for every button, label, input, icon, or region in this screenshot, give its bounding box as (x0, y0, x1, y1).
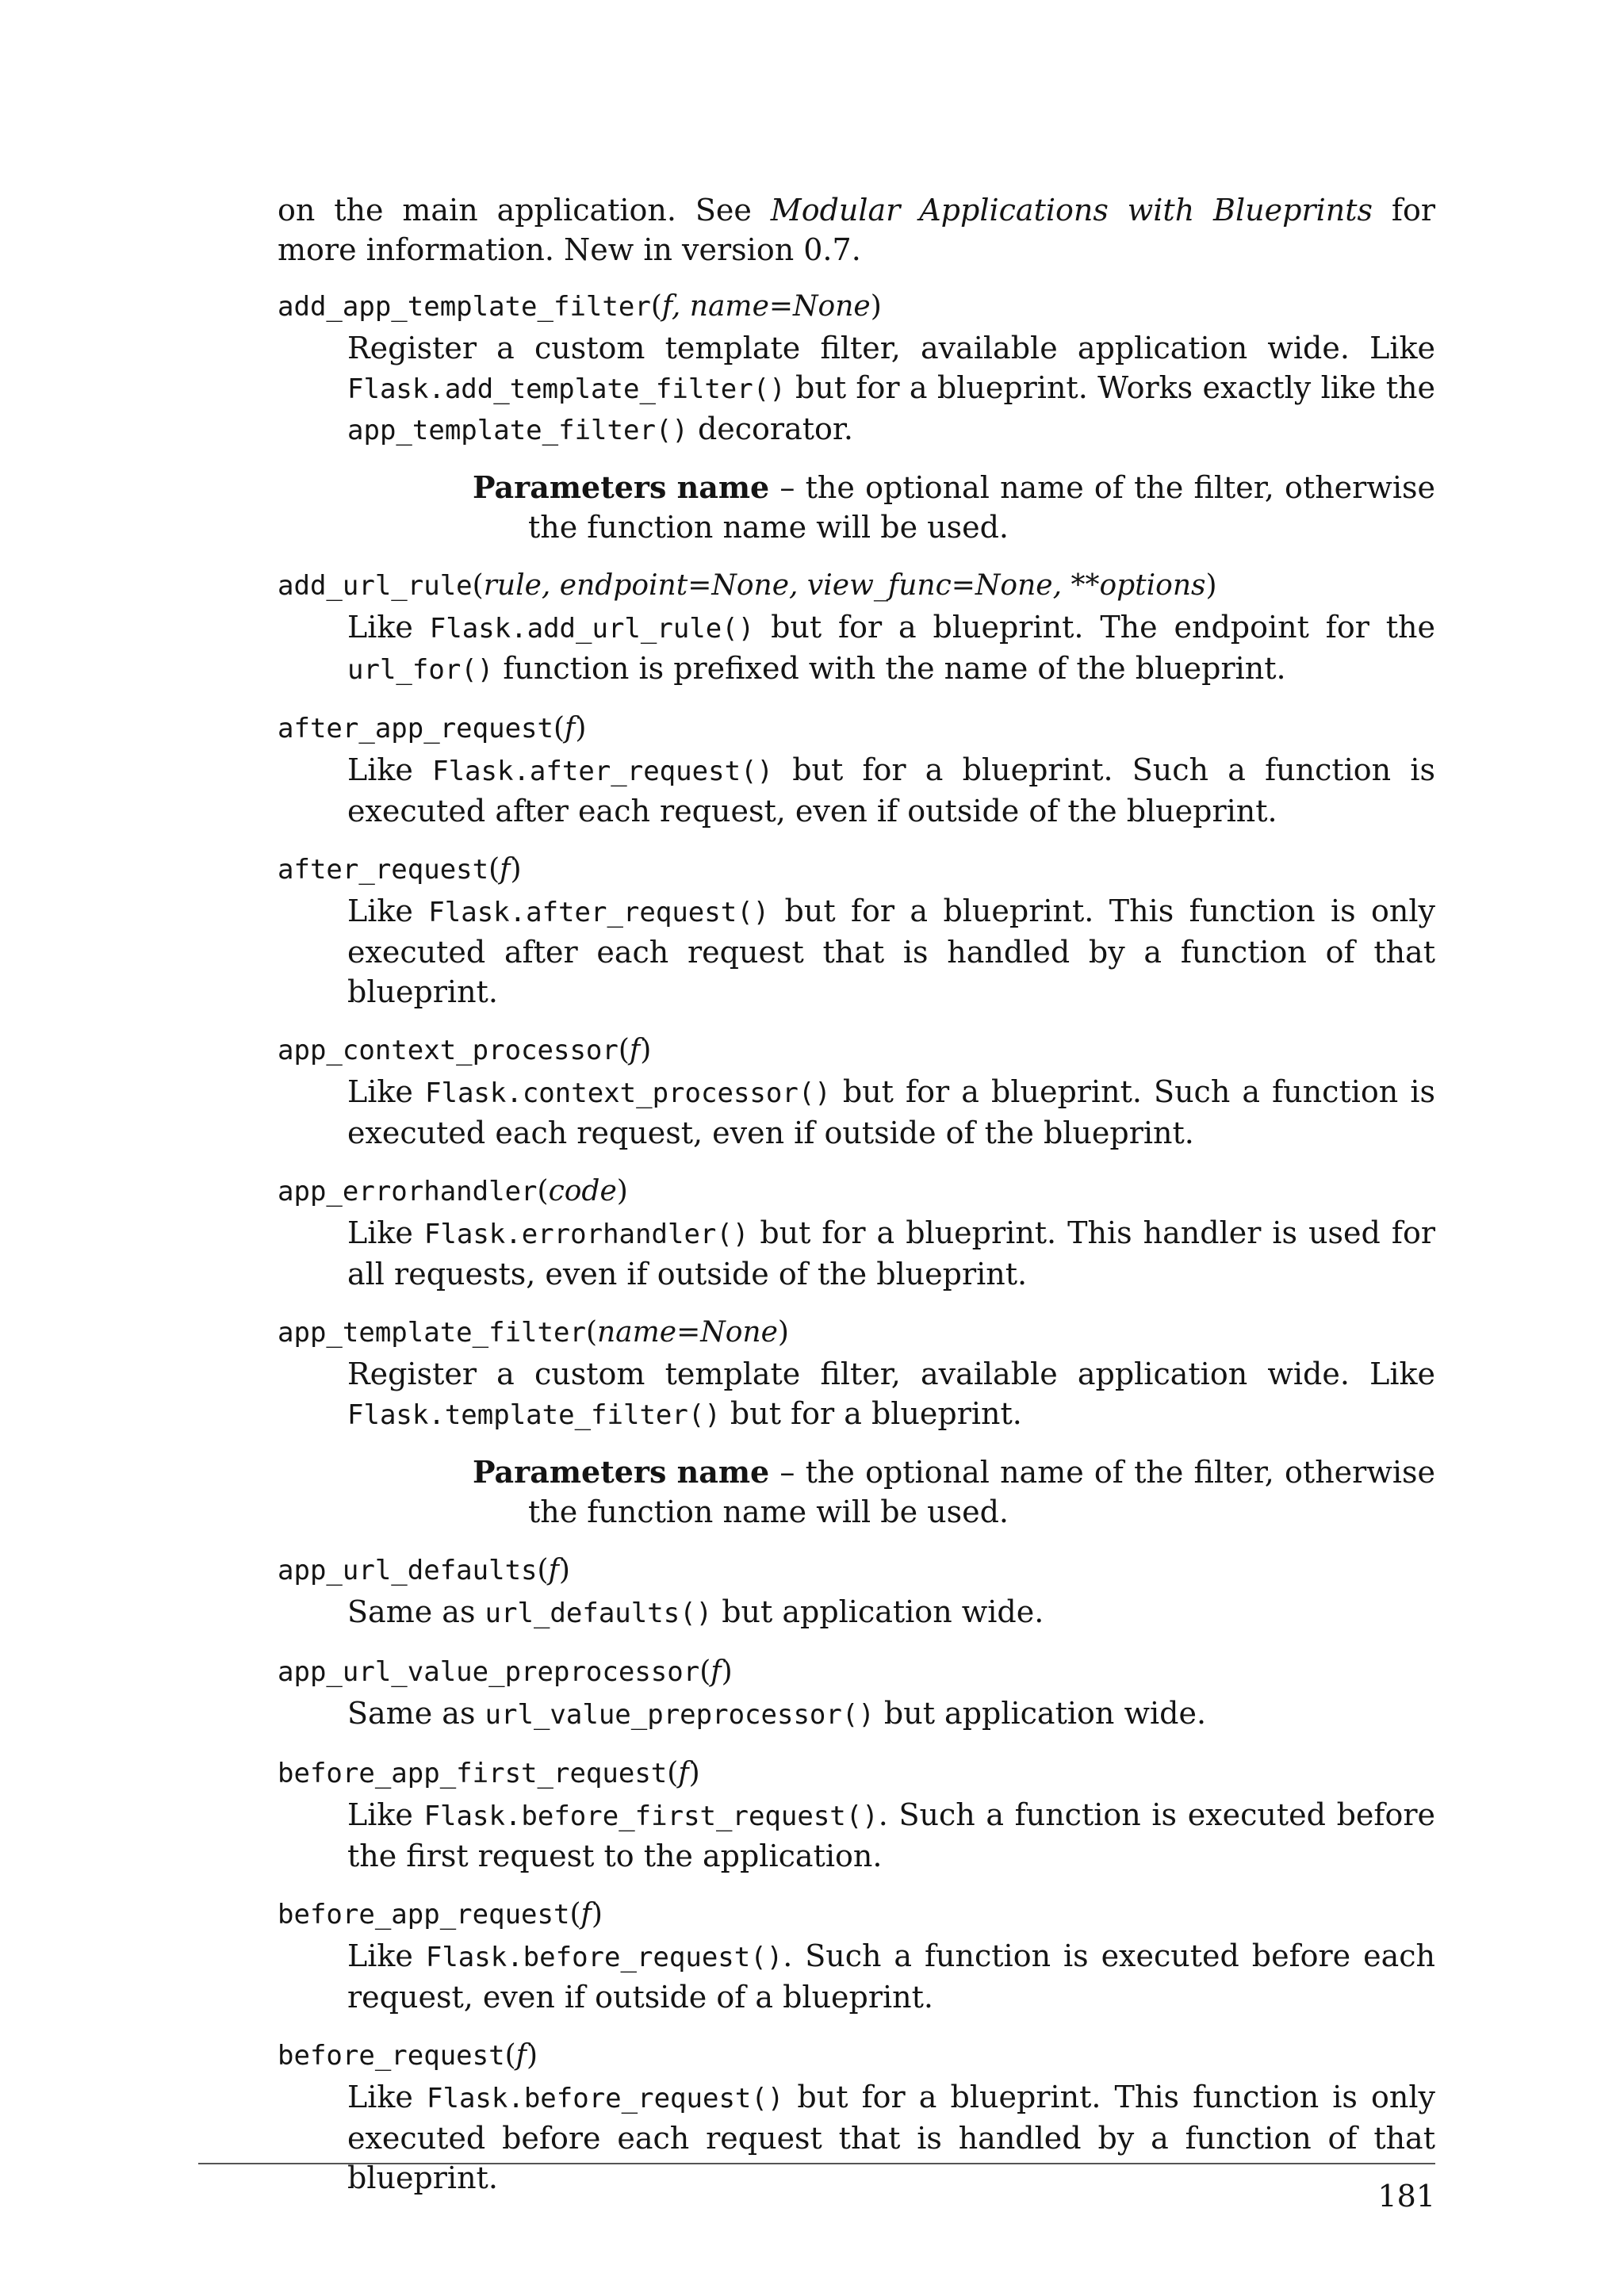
close-paren: ) (640, 1034, 652, 1066)
method-name[interactable]: app_errorhandler (278, 1176, 538, 1207)
description-text: but for a blueprint. This function is only executed before each request that is handled by a function of that blueprint. (347, 2080, 1435, 2195)
method-signature (278, 851, 1435, 888)
description-text: but for a blueprint. This function is only executed after each request that is handled by a function of that blueprint. (347, 894, 1436, 1009)
method-signature (278, 1032, 1435, 1069)
method-entry (278, 851, 1435, 1012)
description-text: Like (347, 2080, 427, 2114)
method-args: f (678, 1757, 689, 1789)
parameter-description: – the optional name of the filter, otherwise the function name will be used. (528, 470, 1435, 545)
method-signature (278, 568, 1435, 604)
method-signature (278, 2038, 1435, 2074)
open-paren: ( (472, 569, 484, 602)
intro-paragraph (278, 190, 1435, 270)
method-args: f (565, 712, 576, 744)
method-signature (278, 1654, 1435, 1690)
description-text: decorator. (688, 411, 853, 446)
parameter-description: – the optional name of the filter, otherwise the function name will be used. (528, 1455, 1435, 1529)
method-args: f (580, 1898, 592, 1931)
method-args: f (710, 1655, 722, 1688)
intro-text: on the main application. See (278, 193, 771, 228)
method-description (347, 2077, 1435, 2198)
method-entry (278, 2038, 1435, 2198)
open-paren: ( (488, 853, 500, 886)
close-paren: ) (870, 290, 882, 323)
open-paren: ( (585, 1316, 597, 1349)
method-args: f (629, 1034, 641, 1066)
description-text: Like (347, 1797, 424, 1832)
close-paren: ) (558, 1554, 570, 1586)
method-name[interactable]: before_app_first_request (278, 1758, 668, 1789)
method-args: f, name=None (661, 290, 871, 323)
description-text: Register a custom template filter, available application wide. Like (347, 331, 1435, 365)
method-name[interactable]: app_template_filter (278, 1317, 586, 1349)
method-description (347, 607, 1435, 690)
method-signature (278, 1552, 1435, 1589)
code-reference[interactable]: Flask.context_processor() (425, 1077, 831, 1109)
code-reference[interactable]: Flask.after_request() (428, 897, 770, 928)
description-text: . Such a function is executed before each request, even if outside of a blueprint. (347, 1938, 1435, 2015)
method-entry (278, 1032, 1435, 1153)
description-text: Like (347, 752, 433, 787)
close-paren: ) (688, 1757, 700, 1789)
description-text: Register a custom template filter, available application wide. Like (347, 1357, 1435, 1391)
close-paren: ) (777, 1316, 789, 1349)
code-reference[interactable]: Flask.add_template_filter() (347, 373, 786, 405)
method-name[interactable]: before_request (278, 2040, 505, 2072)
open-paren: ( (537, 1175, 549, 1207)
close-paren: ) (575, 712, 587, 744)
method-entry (278, 1755, 1435, 1876)
method-name[interactable]: app_url_value_preprocessor (278, 1656, 700, 1688)
method-description (347, 1354, 1435, 1532)
close-paren: ) (526, 2039, 538, 2072)
code-reference[interactable]: Flask.errorhandler() (423, 1219, 749, 1250)
close-paren: ) (591, 1898, 603, 1931)
method-signature (278, 1173, 1435, 1210)
method-args: rule, endpoint=None, view_func=None, **options (483, 569, 1206, 602)
description-text: Same as (347, 1696, 485, 1731)
open-paren: ( (504, 2039, 516, 2072)
code-reference[interactable]: Flask.after_request() (432, 756, 773, 787)
description-text: Like (347, 1074, 426, 1109)
method-entry (278, 1896, 1435, 2017)
method-entry (278, 1552, 1435, 1633)
open-paren: ( (667, 1757, 679, 1789)
open-paren: ( (650, 290, 662, 323)
code-reference[interactable]: Flask.before_request() (427, 2083, 784, 2114)
method-signature (278, 1896, 1435, 1933)
code-reference[interactable]: url_defaults() (485, 1598, 713, 1629)
method-name[interactable]: add_url_rule (278, 570, 473, 602)
method-signature (278, 1314, 1435, 1351)
description-text: but for a blueprint. Such a function is executed after each request, even if outside of the blueprint. (347, 752, 1435, 828)
description-text: function is prefixed with the name of the blueprint. (493, 651, 1286, 686)
description-text: . Such a function is executed before the first request to the application. (347, 1797, 1435, 1873)
code-reference[interactable]: Flask.before_request() (425, 1942, 783, 1973)
method-args: f (500, 853, 511, 886)
close-paren: ) (510, 853, 522, 886)
open-paren: ( (569, 1898, 581, 1931)
method-args: f (515, 2039, 527, 2072)
description-text: but for a blueprint. Works exactly like the (785, 370, 1435, 405)
description-text: Like (347, 1215, 424, 1250)
close-paren: ) (616, 1175, 628, 1207)
close-paren: ) (721, 1655, 733, 1688)
method-description (347, 1936, 1435, 2017)
code-reference[interactable]: url_value_preprocessor() (485, 1699, 875, 1731)
description-text: but application wide. (874, 1696, 1207, 1731)
method-description (347, 1213, 1435, 1294)
open-paren: ( (553, 712, 565, 744)
open-paren: ( (618, 1034, 630, 1066)
description-text: Like (347, 1938, 426, 1973)
method-entry (278, 1654, 1435, 1735)
page-number: 181 (1377, 2179, 1435, 2214)
parameters-block (473, 468, 1435, 547)
method-entry (278, 710, 1435, 831)
method-description (347, 1693, 1435, 1735)
method-entry (278, 1314, 1435, 1532)
intro-link[interactable]: Modular Applications with Blueprints (770, 193, 1373, 228)
code-reference[interactable]: url_for() (347, 654, 494, 686)
method-name[interactable]: app_url_defaults (278, 1555, 538, 1586)
code-reference[interactable]: Flask.before_first_request() (423, 1800, 879, 1832)
code-reference[interactable]: Flask.template_filter() (347, 1399, 721, 1431)
description-text: but for a blueprint. The endpoint for the (754, 610, 1435, 645)
close-paren: ) (1205, 569, 1217, 602)
method-list (278, 289, 1435, 2198)
method-description (347, 1592, 1435, 1633)
method-description (347, 750, 1435, 831)
method-description (347, 328, 1435, 547)
method-name[interactable]: add_app_template_filter (278, 291, 651, 323)
description-text: Like (347, 894, 429, 928)
method-description (347, 1072, 1435, 1153)
description-text: but application wide. (712, 1594, 1044, 1629)
method-name[interactable]: app_context_processor (278, 1035, 619, 1066)
method-name[interactable]: after_app_request (278, 713, 553, 744)
document-page (278, 190, 1435, 2218)
method-entry (278, 289, 1435, 547)
description-text: Same as (347, 1594, 485, 1629)
method-signature (278, 710, 1435, 747)
parameter-name: name (676, 469, 770, 505)
description-text: but for a blueprint. This handler is used for all requests, even if outside of the blueprint. (347, 1215, 1435, 1292)
intro-text-end: for more information. New in version 0.7. (278, 193, 1436, 267)
description-text: but for a blueprint. Such a function is executed each request, even if outside of the blueprint. (347, 1074, 1436, 1150)
method-name[interactable]: before_app_request (278, 1899, 570, 1931)
method-args: code (548, 1175, 617, 1207)
open-paren: ( (537, 1554, 549, 1586)
method-args: f (548, 1554, 559, 1586)
parameters-label: Parameters (473, 1454, 667, 1490)
description-text: Like (347, 610, 430, 645)
method-name[interactable]: after_request (278, 854, 489, 886)
method-signature (278, 289, 1435, 325)
method-description (347, 891, 1435, 1012)
method-signature (278, 1755, 1435, 1792)
parameters-label: Parameters (473, 469, 667, 505)
open-paren: ( (699, 1655, 711, 1688)
method-entry (278, 568, 1435, 690)
method-description (347, 1795, 1435, 1876)
parameters-block (473, 1452, 1435, 1532)
description-text: but for a blueprint. (720, 1396, 1022, 1431)
parameter-name: name (676, 1454, 770, 1490)
code-reference[interactable]: app_template_filter() (347, 415, 688, 446)
code-reference[interactable]: Flask.add_url_rule() (429, 613, 755, 645)
method-entry (278, 1173, 1435, 1294)
method-args: name=None (596, 1316, 778, 1349)
footer-rule (198, 2163, 1435, 2164)
